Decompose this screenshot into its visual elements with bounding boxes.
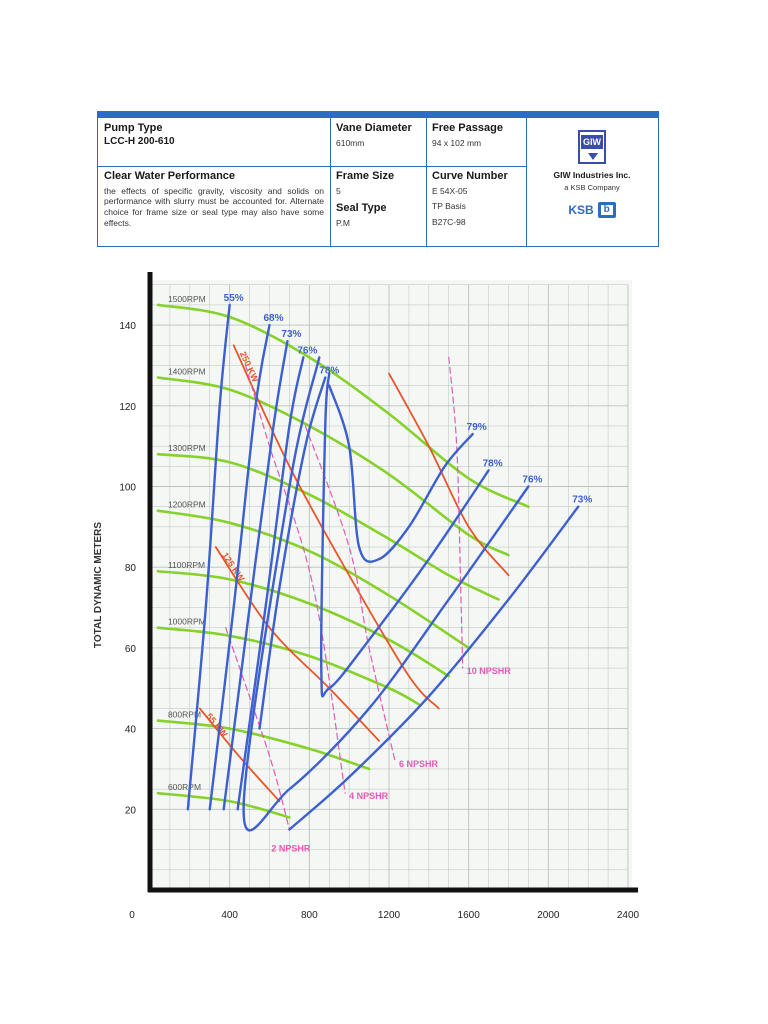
power-curve-label: 55 KW xyxy=(204,711,230,739)
y-tick-label: 80 xyxy=(124,563,136,575)
efficiency-curve-label: 76% xyxy=(297,345,318,357)
y-tick-label: 140 xyxy=(119,321,136,333)
ksb-logo-text: KSB xyxy=(568,203,594,217)
free-passage-value: 94 x 102 mm xyxy=(432,137,482,148)
y-tick-label: 120 xyxy=(119,401,136,413)
pump-type-value: LCC-H 200-610 xyxy=(104,135,175,147)
x-tick-label: 1600 xyxy=(457,910,480,921)
efficiency-curve-label: 55% xyxy=(223,292,244,304)
seal-type-label: Seal Type xyxy=(336,202,387,215)
frame-size-value: 5 xyxy=(336,185,341,196)
power-curve-label: 250 KW xyxy=(237,349,261,384)
seal-type-value: P.M xyxy=(336,218,351,229)
speed-curve-label: 1300RPM xyxy=(167,443,206,454)
speed-curve-label: 1000RPM xyxy=(167,616,206,627)
npsh-curve-label: 6 NPSHR xyxy=(398,758,438,769)
company-name: GIW Industries Inc. xyxy=(553,170,631,180)
efficiency-curve-label: 68% xyxy=(263,313,284,325)
y-axis-label: TOTAL DYNAMIC METERS xyxy=(93,521,104,649)
efficiency-curve-label: 73% xyxy=(572,494,593,506)
y-tick-label: 40 xyxy=(124,724,136,736)
y-tick-label: 100 xyxy=(119,482,136,494)
performance-text: the effects of specific gravity, viscosity and solids on performance with slurry must be accounted for. Alternate choice for frame size or seal type may also have some effects. xyxy=(104,185,324,228)
ksb-logo-icon: b xyxy=(598,202,616,218)
x-tick-label: 400 xyxy=(221,910,239,921)
pump-type-label: Pump Type xyxy=(104,122,163,134)
speed-curve-label: 800RPM xyxy=(167,709,202,720)
efficiency-curve-label: 79% xyxy=(466,422,487,434)
x-tick-label: 1200 xyxy=(377,910,401,921)
giw-logo-text: GIW xyxy=(583,137,601,147)
x-tick-label: 0 xyxy=(129,910,135,921)
power-curve-label: 125 KW xyxy=(220,550,247,584)
curve-code-value: B27C-98 xyxy=(432,217,466,227)
y-tick-label: 20 xyxy=(124,805,136,817)
curve-basis-value: TP Basis xyxy=(432,201,466,212)
x-tick-label: 2000 xyxy=(537,910,560,921)
x-tick-label: 800 xyxy=(300,910,318,921)
x-tick-label: 2400 xyxy=(616,910,640,921)
speed-curve-label: 1100RPM xyxy=(167,560,206,571)
performance-label: Clear Water Performance xyxy=(104,170,236,182)
curve-number-value: E 54X-05 xyxy=(432,185,468,196)
npsh-curve-label: 4 NPSHR xyxy=(349,791,389,802)
vane-diameter-value: 610mm xyxy=(336,137,365,148)
curve-number-label: Curve Number xyxy=(432,170,508,182)
frame-size-label: Frame Size xyxy=(336,170,395,182)
efficiency-curve-label: 76% xyxy=(522,474,543,486)
speed-curve-label: 1400RPM xyxy=(167,366,206,377)
speed-curve-label: 600RPM xyxy=(167,782,202,793)
efficiency-curve-label: 78% xyxy=(482,458,503,470)
speed-curve-label: 1500RPM xyxy=(167,293,206,304)
free-passage-label: Free Passage xyxy=(432,122,503,134)
efficiency-curve-label: 78% xyxy=(319,365,340,377)
speed-curve-label: 1200RPM xyxy=(167,499,206,510)
npsh-curve-label: 10 NPSHR xyxy=(466,666,511,677)
y-tick-label: 60 xyxy=(124,643,136,655)
vane-diameter-label: Vane Diameter xyxy=(336,122,412,134)
npsh-curve-label: 2 NPSHR xyxy=(271,843,311,854)
efficiency-curve-label: 73% xyxy=(281,329,302,341)
company-subtitle: a KSB Company xyxy=(564,183,620,192)
